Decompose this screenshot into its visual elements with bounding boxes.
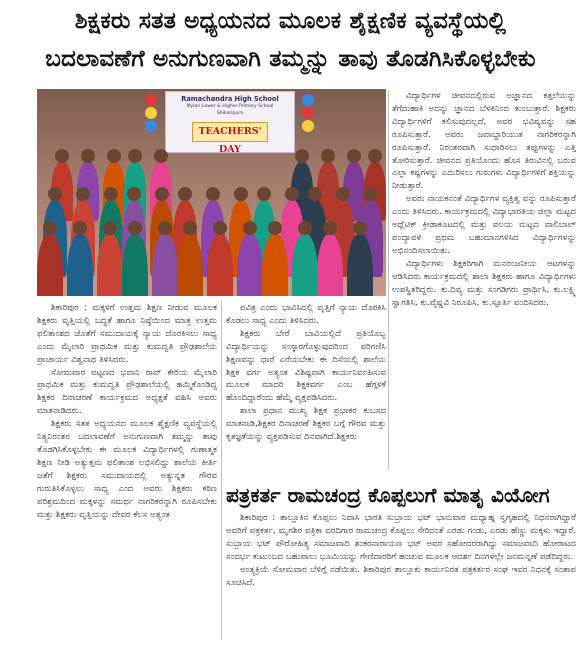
person-head xyxy=(178,187,192,201)
teachers-day-photo xyxy=(37,89,386,296)
middle-column-paragraph: ಶಿಕ್ಷಕರು ಬೇರೆ ಬಾವಿಯಲ್ಲಿದೆ ಪ್ರತಿಯೊಬ್ಬ ವಿದ್ಯಾರ್ಥಿಯನ್ನು ಸಂಸ್ಕಾರಗೊಳ್ಳುವುದರಿಂದ ಪರಿಗಣಿಸಿ ಶಿಕ್ಷಣವನ್ನು ಧಾರೆ ಎರೆಯಬೇಕು ಈ ದಿಸೆಯಲ್ಲಿ ಶಾಲೆಯ ಶಿಕ್ಷಕ ವರ್ಗ ಅತ್ಯಂತ ವಿಶಿಷ್ಟವಾಗಿ ಕಾರ್ಯನಿರ್ವಹಿಸುವ ಮೂಲಕ ಮಾದರಿ ಶಿಕ್ಷಕವರ್ಗ ಎಂಬ ಹೆಗ್ಗಳಿಕೆ ಹೊಂದಿದ್ದಾರೆಂದು ಹೆಮ್ಮೆ ವ್ಯಕ್ತಪಡಿಸಿದರು. xyxy=(226,328,386,404)
article2-body xyxy=(226,512,576,642)
school-banner xyxy=(165,91,295,153)
person-head xyxy=(73,221,87,235)
column-divider xyxy=(221,300,222,640)
headline-line-2: ಬದಲಾವಣೆಗೆ ಅನುಗುಣವಾಗಿ ತಮ್ಮನ್ನು ತಾವು ತೊಡಗಿಸಿಕೊಳ್ಳಬೇಕು xyxy=(45,46,536,72)
person-head xyxy=(55,149,69,163)
person-head xyxy=(127,187,141,201)
person-head xyxy=(364,187,378,201)
middle-column xyxy=(226,302,386,476)
banner-school-sub: Mylari Lower & Higher Primary School xyxy=(186,104,274,109)
person-head xyxy=(81,149,95,163)
person-head xyxy=(285,187,299,201)
banner-school-name: Ramachandra High School xyxy=(181,95,279,103)
person-head xyxy=(368,149,382,163)
person-head xyxy=(43,221,57,235)
right-column-paragraph: ವಿದ್ಯಾರ್ಥಿಗಳ ಜೀವನದಲ್ಲಿರುವ ಅಜ್ಞಾನದ ಕತ್ತಲೆಯನ್ನು ತೆಗೆದುಹಾಕಿ ಅದನ್ನು ಜ್ಞಾನದ ಬೆಳಕಿನಿಂದ ತುಂಬುತ್ತಾರೆ. ಶಿಕ್ಷಕರು ವಿದ್ಯಾರ್ಥಿಗಳಿಗೆ ಕಲಿಸುವುದಲ್ಲದೆ, ಅವರ ಭವಿಷ್ಯವನ್ನು ಸಹ ರೂಪಿಸುತ್ತಾರೆ. ಅವರು ಜವಾಬ್ದಾರಿಯುತ ನಾಗರಿಕರನ್ನಾಗಿ ರೂಪಿಸುತ್ತಾರೆ. ನಿರಂತರವಾಗಿ ಸುಧಾರಿಸಲು ತಪ್ಪುಗಳನ್ನು ಎತ್ತಿ ತೋರಿಸುತ್ತಾರೆ. ಜೀವನದ ಪ್ರತಿಯೊಂದು ಹೊಸ ತಿರುವಿನಲ್ಲಿ ಬರುವ ಎಲ್ಲಾ ಕಷ್ಟಗಳನ್ನು ಎದುರಿಸಲು ಗುರುಗಳು ವಿದ್ಯಾರ್ಥಿಗಳಿಗೆ ಶಕ್ತಿಯನ್ನು ನೀಡುತ್ತಾರೆ. xyxy=(392,91,576,192)
article2-paragraph: ಅಂತ್ಯಕ್ರಿಯೆ ಸೋಮವಾರ ಬೆಳಿಗ್ಗೆ ನಡೆಯಿತು. ಶಿಕಾರಿಪುರ ತಾಲ್ಲೂಕು ಕಾರ್ಯನಿರತ ಪತ್ರಕರ್ತರ ಸಂಘ ಇವರ ನಿಧನಕ್ಕೆ ಸಂತಾಪ ಸೂಚಿಸಿದೆ. xyxy=(226,564,576,588)
middle-column-paragraph: ಶಾಲಾ ಪ್ರಧಾನ ಮುಖ್ಯ ಶಿಕ್ಷಕ ಪ್ರಭಾಕರ ಕುಬಸದ ಮಾತನಾಡಿ,ಶಿಕ್ಷಕರ ದಿನಾಚರಣೆ ಶಿಕ್ಷಕರ ಬಗ್ಗೆ ಗೌರವ ಮತ್ತು ಕೃತಜ್ಞತೆಯನ್ನು ವ್ಯಕ್ತಪಡಿಸುವ ದಿನವಾಗಿದೆ.ಶಿಕ್ಷಕರು xyxy=(226,406,386,443)
left-column-paragraph: ಶಿಕಾರಿಪುರ : ಮಕ್ಕಳಿಗೆ ಉತ್ತಮ ಶಿಕ್ಷಣ ನೀಡುವ ಮೂಲಕ ಶಿಕ್ಷಕರು ವೃತ್ತಿಯಲ್ಲಿ ಬದ್ಧತೆ ಹಾಗೂ ನಿಷ್ಠೆಯಿಂದ ಮಾತ್ರ ಉತ್ತಮ ಫಲಿತಾಂಶದ ಜೊತೆಗೆ ಸಮುದಾಯಕ್ಕೆ ನ್ಯಾಯ ದೊರಕಿಸಲು ಸಾಧ್ಯ ಎಂದು ಮೈಲಾರಿ ಪ್ರಾಥಮಿಕ ಮತ್ತು ಕುಮದ್ವತಿ ಪ್ರೌಢಶಾಲೆಯ ಪ್ರಾಚಾರ್ಯ ವಿಶ್ವನಾಥ ತಿಳಿಸಿದರು. xyxy=(37,303,217,365)
person-head xyxy=(336,187,350,201)
person-head xyxy=(206,187,220,201)
person-head xyxy=(107,149,121,163)
person-figure xyxy=(177,233,203,296)
person-head xyxy=(257,187,271,201)
person-head xyxy=(128,149,142,163)
banner-teachers-day: TEACHERS' DAY xyxy=(192,122,268,142)
right-column-paragraph: ವಿದ್ಯಾರ್ಥಿಗಳು ಶಿಕ್ಷಕರಿಗಾಗಿ ಮನರಂಜನೀಯ ಆಟಗಳನ್ನು ಆಡಿಸಿದರು ಕಾರ್ಯಕ್ರಮದಲ್ಲಿ ಶಾಲಾ ಶಿಕ್ಷಕರು ಹಾಗೂ ವಿದ್ಯಾರ್ಥಿಗಳು ಉಪಸ್ಥಿತರಿದ್ದರು. ಕು.ದಿವ್ಯ ಮತ್ತು ಸಂಗಡಿಗರು ಪ್ರಾರ್ಥಿಸಿ, ಕು.ಲಕ್ಷ್ಮಿ ಸ್ವಾಗತಿಸಿ, ಕು.ವೈಷ್ಣವಿ ನಿರೂಪಿಸಿ, ಕು.ಸ್ಫೂರ್ತಿ ವಂದಿಸಿದರು. xyxy=(392,258,576,308)
person-head xyxy=(128,221,142,235)
person-head xyxy=(295,149,309,163)
person-head xyxy=(353,221,367,235)
article2-paragraph: ಶಿಕಾರಿಪುರ : ತಾಲ್ಲೂಕಿನ ಕೊಪ್ಪಲು ನಿವಾಸಿ ಭಾರತಿ ಸುಬ್ರಾಯ ಭಟ್ ಭಾನುವಾರ ಮಧ್ಯಾಹ್ನ ಸ್ವಗೃಹದಲ್ಲಿ ನಿಧನರಾಗಿದ್ದಾರೆ ಅವರಿಗೆ ಪತ್ರಕರ್ತ, ಮೃಗಶಿರ ಪತ್ರಿಕಾ ವರದಿಗಾರ ರಾಮಚಂದ್ರ ಕೊಪ್ಪಲು ಸೇರಿದಂತೆ ಎರಡು ಗಂಡು, ಎರಡು ಹೆಣ್ಣು ಮಕ್ಕಳು ಇದ್ದಾರೆ. ಸುಬ್ರಾಯ ಭಟ್ ಪೌರೋಹಿತ್ಯ ಸಮಾಜವಾದಿ ಶಂಕರನಾರಾಯಣ ಭಟ್ ಅವರ ಸಹೋದರರಾಗಿದ್ದು ಸಮಾಜವಾದಿ ಹೋರಾಟದ ಸಂದರ್ಭ ಕುಟುಂಬದ ಬಹುಪಾಲು ಭೂಮಿಯನ್ನು ಗೇಣಿದಾರರಿಗೆ ಹಂಚುವ ಮೂಲಕ ಆದರ್ಶ ದಿನಗಳಲ್ಲೇ ಜನಮನ್ನಣೆ ಪಡೆದಿದ್ದರು. xyxy=(226,513,576,562)
person-head xyxy=(234,187,248,201)
person-head xyxy=(48,187,62,201)
person-head xyxy=(268,221,282,235)
banner-school-place: Shikaripura xyxy=(216,111,244,116)
person-head xyxy=(308,187,322,201)
person-head xyxy=(213,221,227,235)
left-column-paragraph: ಶಿಕ್ಷಕರು ಸತತ ಅಧ್ಯಯನದ ಮೂಲಕ ಶೈಕ್ಷಣಿಕ ವ್ಯವಸ್ಥೆಯಲ್ಲಿ ನಿತ್ಯನಿರಂತರ ಬದಲಾವಣೆಗೆ ಅನುಗುಣವಾಗಿ ತಮ್ಮನ್ನು ತಾವು ತೊಡಗಿಸಿಕೊಳ್ಳಬೇಕು ಈ ಮೂಲಕ ವಿದ್ಯಾರ್ಥಿಗಳಲ್ಲಿ ಗುಣಾತ್ಮಕ ಶಿಕ್ಷಣ ನೀಡಿ ಅತ್ಯುತ್ತಮ ಫಲಿತಾಂಶ ಲಭಿಸಲಿದ್ದು ಶಾಲೆಯ ಕೀರ್ತಿ ಜತೆಗೆ ಶಿಕ್ಷಕರು ಸಮುದಾಯದಲ್ಲಿ ಅತ್ಯುನ್ನತ ಗೌರವ ಗುರುತಿಸಿಕೊಳ್ಳಲು ಸಾಧ್ಯ ಎಂದ ಅವರು ಶಿಕ್ಷಕರು ಕಠಿಣ ಪರಿಶ್ರಮದಿಂದ ಮಕ್ಕಳನ್ನು ಸಮರ್ಥ ನಾಗರಿಕರನ್ನಾಗಿ ರೂಪಿಸಬೇಕು ಮತ್ತು ಶಿಕ್ಷಕರು ವೃತ್ತಿಯನ್ನು ದೇವರ ಕೆಲಸ ಅತ್ಯಂತ xyxy=(37,419,217,520)
right-column xyxy=(392,90,576,470)
person-head xyxy=(321,149,335,163)
balloons-right xyxy=(299,93,317,135)
person-head xyxy=(323,221,337,235)
person-head xyxy=(298,221,312,235)
left-column-paragraph: ಸೋಮವಾರ ಪಟ್ಟಣದ ಭವಾನಿ ರಾವ್ ಕೇರಿಯ ಮೈಲಾರಿ ಪ್ರಾಥಮಿಕ ಮತ್ತು ಕುಮದ್ವತಿ ಪ್ರೌಢಶಾಲೆಯಲ್ಲಿ ಹಮ್ಮಿಕೊಂಡಿದ್ದ ಶಿಕ್ಷಕರ ದಿನಾಚರಣೆ ಕಾರ್ಯಕ್ರಮದ ಅಧ್ಯಕ್ಷತೆ ವಹಿಸಿ ಅವರು ಮಾತನಾಡಿದರು. xyxy=(37,367,217,417)
person-head xyxy=(158,221,172,235)
article2-heading: ಪತ್ರಕರ್ತ ರಾಮಚಂದ್ರ ಕೊಪ್ಪಲುಗೆ ಮಾತೃ ವಿಯೋಗ xyxy=(226,483,550,507)
left-column xyxy=(37,302,217,640)
balloons-left xyxy=(142,93,160,135)
person-head xyxy=(347,149,361,163)
person-head xyxy=(243,221,257,235)
person-head xyxy=(155,187,169,201)
person-head xyxy=(154,149,168,163)
column-divider xyxy=(388,90,389,470)
person-head xyxy=(104,187,118,201)
person-head xyxy=(183,221,197,235)
middle-column-paragraph: ಪವಿತ್ರ ಎಂದು ಭಾವಿಸಿದಲ್ಲಿ ವೃತ್ತಿಗೆ ನ್ಯಾಯ ದೊರಕಿಸಿ ಕೊಡಲು ಸಾಧ್ಯ ಎಂದು ತಿಳಿಸಿದರು. xyxy=(226,303,386,326)
person-head xyxy=(103,221,117,235)
headline-line-1: ಶಿಕ್ಷಕರು ಸತತ ಅಧ್ಯಯನದ ಮೂಲಕ ಶೈಕ್ಷಣಿಕ ವ್ಯವಸ್ಥೆಯಲ್ಲಿ xyxy=(74,8,507,34)
person-head xyxy=(76,187,90,201)
right-column-paragraph: ಅವರು ನಾಯಕನಂತೆ ವಿದ್ಯಾರ್ಥಿಗಳ ವ್ಯಕ್ತಿತ್ವ ವನ್ನು ರೂಪಿಸುತ್ತಾರೆ ಎಂದು ತಿಳಿಸಿದರು. ಕಾರ್ಯಕ್ರಮದಲ್ಲಿ ವಿದ್ಯಾಭಾರತಿಯ ಜಿಲ್ಲಾ ಮಟ್ಟದ ಅಥ್ಲೆಟಿಕ್ ಕ್ರೀಡಾಕೂಟದಲ್ಲಿ ಮತ್ತು ವಲಯ ಮಟ್ಟದ ವಾಲಿಬಾಲ್ ಪಂದ್ಯಾವಳಿ ಪ್ರಥಮ ಬಹುಮಾನಗಳಿಸಿದ ವಿದ್ಯಾರ್ಥಿಗಳನ್ನು ಅಭಿನಂದಿಸಲಾಯಿತು. xyxy=(392,194,576,256)
